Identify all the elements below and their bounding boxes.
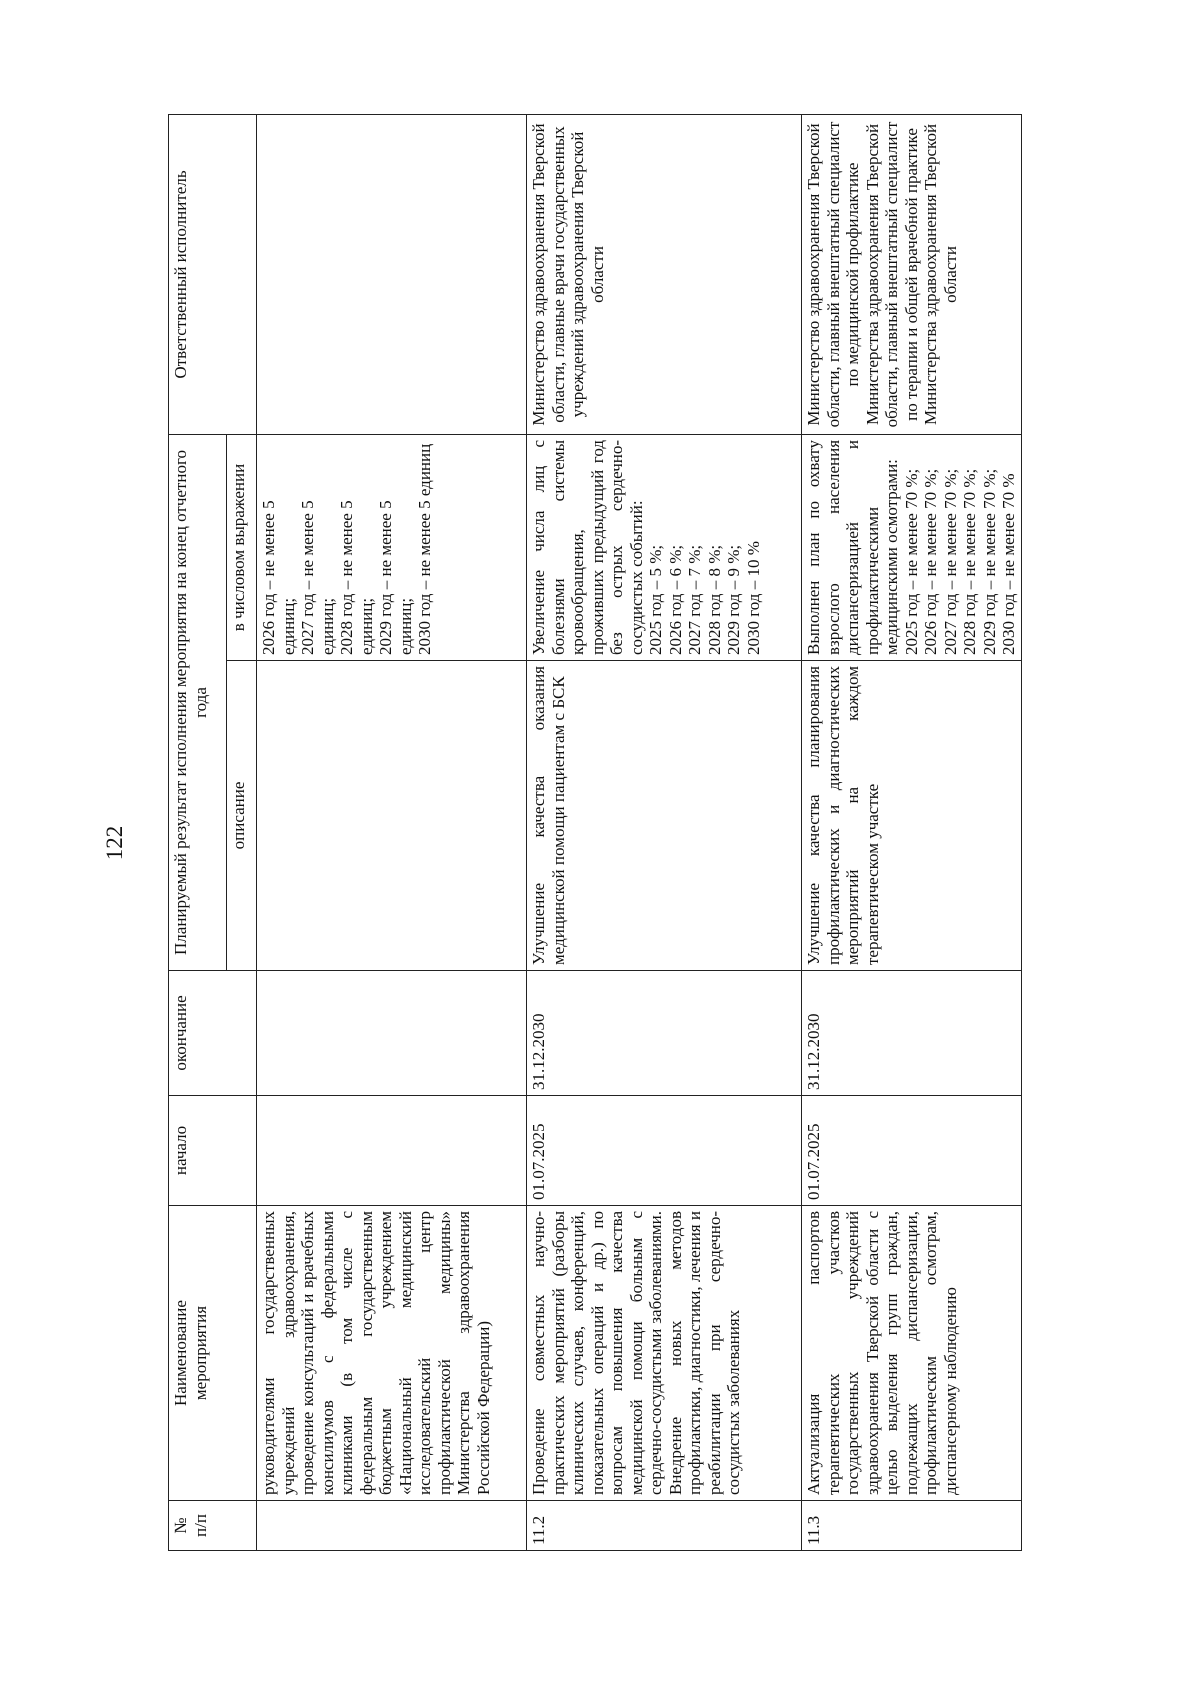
table-row (257, 114, 527, 1550)
action-plan-table (168, 114, 1022, 1551)
row-name: Проведение совместных научно-практических мероприятий (разборы клинических случаев, конференций, показательных операций и др.) по вопросам повышения качества медицинской помощи больным с сердечно-сосудистыми заболеваниями. Внедрение новых методов профилактики, диагностики, лечения и реабилитации при сердечно-сосудистых заболеваниях (527, 1206, 802, 1501)
row-description: Улучшение качества планирования профилактических и диагностических мероприятий на каждом терапевтическом участке (802, 661, 1022, 971)
header-num: № п/п (169, 1501, 257, 1551)
row-end: 31.12.2030 (527, 971, 802, 1096)
row-start: 01.07.2025 (802, 1096, 1022, 1206)
row-description (257, 661, 527, 971)
row-numeric: Выполнен план по охвату взрослого населения диспансеризацией и профилактическими медицинскими осмотрами: 2025 год – не менее 70 %; 2026 год – не менее 70 %; 2027 год – не менее 70 %; 2028 год – не менее 70 %; 2029 год – не менее 70 %; 2030 год – не менее 70 % (802, 434, 1022, 660)
header-name: Наименование мероприятия (169, 1206, 257, 1501)
row-num: 11.3 (802, 1501, 1022, 1551)
table-row (527, 114, 802, 1550)
row-responsible (257, 114, 527, 434)
page-number: 122 (102, 825, 127, 861)
row-numeric: 2026 год – не менее 5 единиц; 2027 год – не менее 5 единиц; 2028 год – не менее 5 единиц; 2029 год – не менее 5 единиц; 2030 год – не менее 5 единиц (257, 434, 527, 660)
header-description: описание (227, 661, 257, 971)
row-start: 01.07.2025 (527, 1096, 802, 1206)
header-numeric: в числовом выражении (227, 434, 257, 660)
header-end: окончание (169, 971, 257, 1096)
row-name: руководителями государственных учреждений здравоохранения, проведение консультаций и врачебных консилиумов с федеральными клиниками (в том числе с федеральным государственным бюджетным учреждением «Национальный медицинский исследовательский центр профилактической медицины» Министерства здравоохранения Российской Федерации) (257, 1206, 527, 1501)
action-plan-table-wrapper (168, 115, 1018, 1551)
header-planned-result: Планируемый результат исполнения мероприятия на конец отчетного года (169, 434, 227, 970)
row-end: 31.12.2030 (802, 971, 1022, 1096)
row-numeric: Увеличение числа лиц с болезнями системы кровообращения, проживших предыдущий год без острых сердечно-сосудистых событий: 2025 год – 5 %; 2026 год – 6 %; 2027 год – 7 %; 2028 год – 8 %; 2029 год – 9 %; 2030 год – 10 % (527, 434, 802, 660)
row-num: 11.2 (527, 1501, 802, 1551)
row-start (257, 1096, 527, 1206)
row-end (257, 971, 527, 1096)
header-start: начало (169, 1096, 257, 1206)
row-description: Улучшение качества оказания медицинской помощи пациентам с БСК (527, 661, 802, 971)
header-responsible: Ответственный исполнитель (169, 114, 257, 434)
row-responsible: Министерство здравоохранения Тверской области, главные врачи государственных учреждений здравоохранения Тверской области (527, 114, 802, 434)
table-row (802, 114, 1022, 1550)
row-num (257, 1501, 527, 1551)
row-responsible: Министерство здравоохранения Тверской области, главный внештатный специалист по медицинской профилактике Министерства здравоохранения Тверской области, главный внештатный специалист по терапии и общей врачебной практике Министерства здравоохранения Тверской области (802, 114, 1022, 434)
row-name: Актуализация паспортов терапевтических участков государственных учреждений здравоохранения Тверской области с целью выделения групп граждан, подлежащих диспансеризации, профилактическим осмотрам, диспансерному наблюдению (802, 1206, 1022, 1501)
